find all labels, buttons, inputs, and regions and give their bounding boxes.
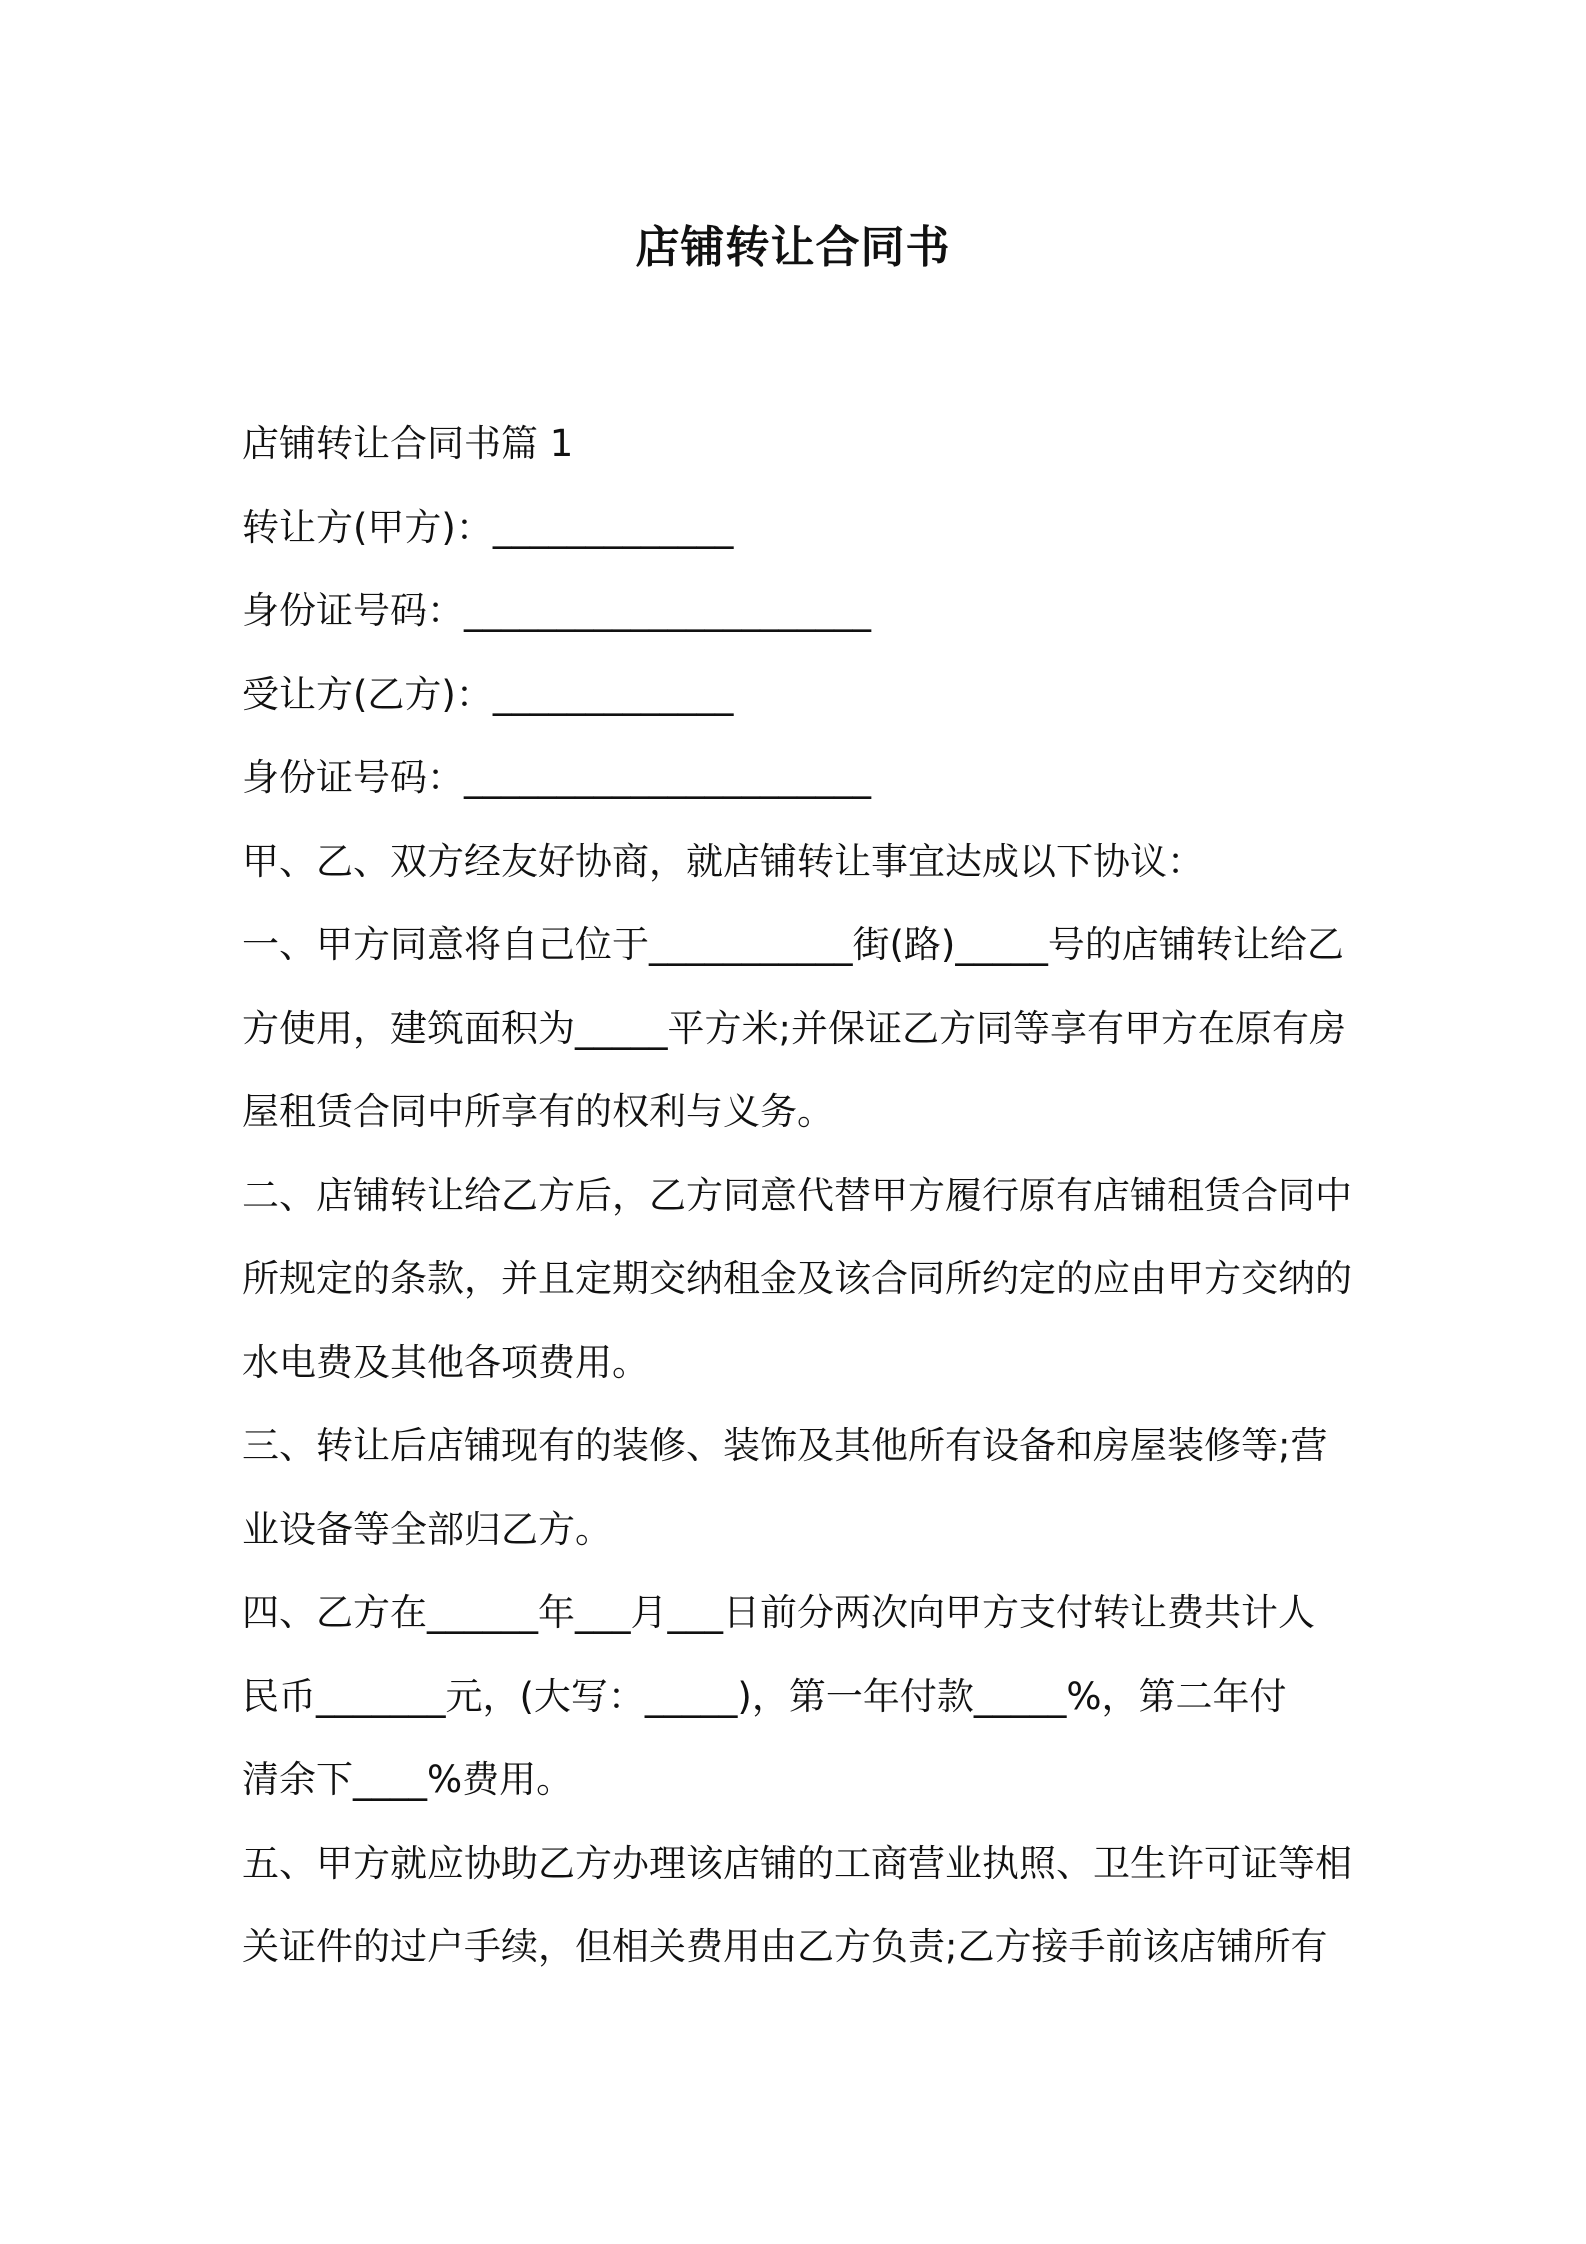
clause-4-line-1: 四、乙方在______年___月___日前分两次向甲方支付转让费共计人 (242, 1591, 1315, 1634)
clause-2-line-3: 水电费及其他各项费用。 (242, 1340, 649, 1384)
document-body (242, 402, 1352, 1989)
clause-5-line-2: 关证件的过户手续，但相关费用由乙方负责;乙方接手前该店铺所有 (242, 1925, 1328, 1968)
clause-2-line-1: 二、店铺转让给乙方后，乙方同意代替甲方履行原有店铺租赁合同中 (242, 1173, 1352, 1217)
clause-2-line-2: 所规定的条款，并且定期交纳租金及该合同所约定的应由甲方交纳的 (242, 1257, 1352, 1300)
transferor-id-field: 身份证号码：______________________ (242, 589, 871, 632)
document-title: 店铺转让合同书 (635, 222, 951, 273)
transferor-field: 转让方(甲方)：_____________ (242, 505, 734, 549)
clause-4-line-2: 民币_______元，(大写：_____)，第一年付款_____%，第二年付 (242, 1674, 1287, 1718)
clause-4-line-3: 清余下____%费用。 (242, 1758, 574, 1801)
clause-3-line-1: 三、转让后店铺现有的装修、装饰及其他所有设备和房屋装修等;营 (242, 1424, 1328, 1467)
agreement-intro: 甲、乙、双方经友好协商，就店铺转让事宜达成以下协议： (242, 839, 1204, 883)
section-heading: 店铺转让合同书篇 1 (242, 422, 574, 465)
transferee-field: 受让方(乙方)：_____________ (242, 672, 734, 716)
clause-1-line-2: 方使用，建筑面积为_____平方米;并保证乙方同等享有甲方在原有房 (242, 1006, 1346, 1050)
clause-5-line-1: 五、甲方就应协助乙方办理该店铺的工商营业执照、卫生许可证等相 (242, 1841, 1352, 1885)
clause-1-line-3: 屋租赁合同中所享有的权利与义务。 (242, 1090, 834, 1133)
clause-1-line-1: 一、甲方同意将自己位于___________街(路)_____号的店铺转让给乙 (242, 923, 1344, 966)
clause-3-line-2: 业设备等全部归乙方。 (242, 1507, 612, 1551)
transferee-id-field: 身份证号码：______________________ (242, 756, 871, 799)
